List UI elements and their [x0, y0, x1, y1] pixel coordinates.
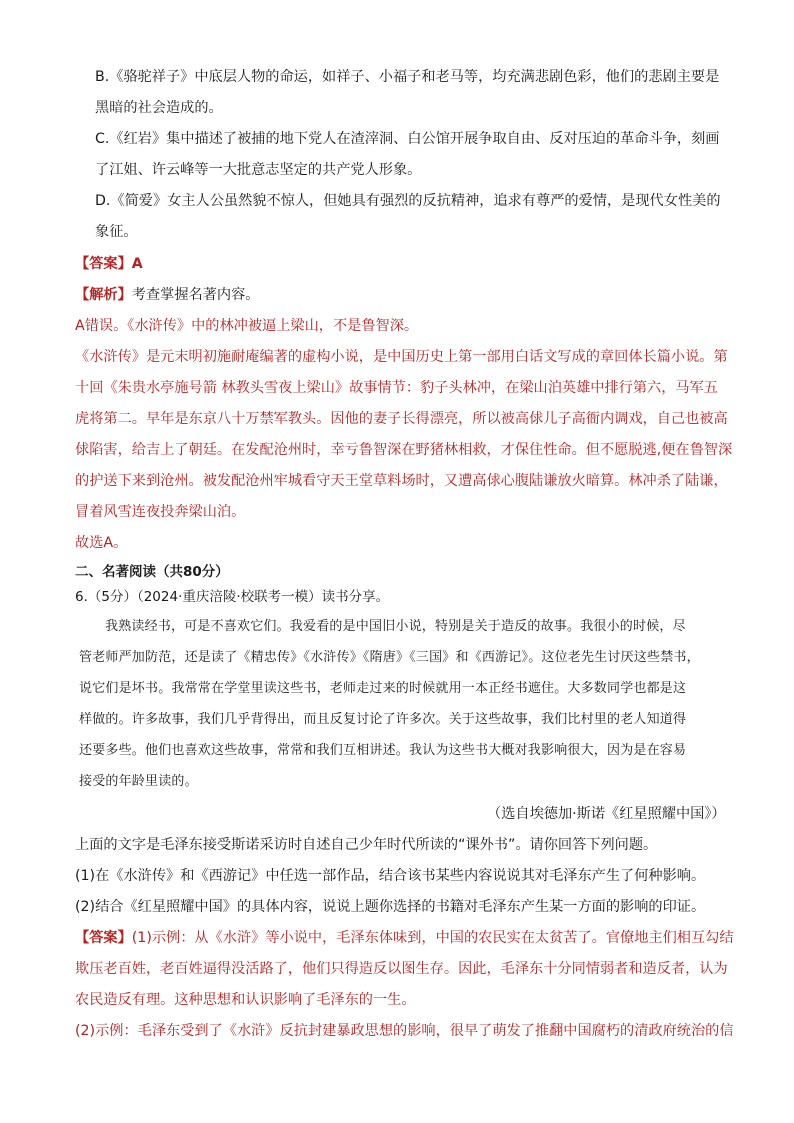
- q6-answer-4: (2)示例：毛泽东受到了《水浒》反抗封建暴政思想的影响，很早了萌发了推翻中国腐朽的清政府统治的信: [75, 1023, 734, 1039]
- q6-passage-1: 我熟读经书，可是不喜欢它们。我爱看的是中国旧小说，特别是关于造反的故事。我很小的时候，尽: [105, 619, 686, 634]
- q6-passage-4: 样做的。许多故事，我们几乎背得出，而且反复讨论了许多次。关于这些故事，我们比村里的老人知道得: [79, 712, 687, 727]
- q5-detail-5: 的护送下来到沧州。被发配沧州牢城看守天王堂草料场时，又遭高俅心腹陆谦放火暗算。林冲杀了陆谦，: [75, 473, 728, 489]
- q6-subquestion-2: (2)结合《红星照耀中国》的具体内容，说说上题你选择的书籍对毛泽东产生某一方面的影响的印证。: [75, 899, 706, 915]
- section-heading: 二、名著阅读（共80分）: [75, 564, 229, 580]
- q6-answer-2: 欺压老百姓，老百姓逼得没活路了，他们只得造反以图生存。因此，毛泽东十分同情弱者和造反者，认为: [75, 961, 728, 977]
- q5-answer-tag: 【答案】: [75, 256, 132, 272]
- q6-prompt: 上面的文字是毛泽东接受斯诺采访时自述自己少年时代所读的“课外书”。请你回答下列问题。: [75, 837, 658, 853]
- option-d-line-2: 象征。: [95, 224, 138, 240]
- option-b-line-1: B.《骆驼祥子》中底层人物的命运，如祥子、小福子和老马等，均充满悲剧色彩，他们的悲剧主要是: [95, 69, 720, 85]
- q6-passage-2: 管老师严加防范，还是读了《精忠传》《水浒传》《隋唐》《三国》和《西游记》。这位老先生讨厌这些禁书，: [79, 650, 700, 665]
- q6-passage-5: 还要多些。他们也喜欢这些故事，常常和我们互相讲述。我认为这些书大概对我影响很大，因为是在容易: [79, 743, 687, 758]
- option-d-line-1: D.《简爱》女主人公虽然貌不惊人，但她具有强烈的反抗精神，追求有尊严的爱情，是现代女性美的: [95, 193, 721, 209]
- q6-answer-text-1: (1)示例：从《水浒》等小说中，毛泽东体味到，中国的农民实在太贫苦了。官僚地主们相互勾结: [131, 930, 734, 946]
- q5-conclusion: 故选A。: [75, 535, 128, 551]
- option-c-line-2: 了江姐、许云峰等一大批意志坚定的共产党人形象。: [95, 162, 422, 178]
- q5-answer-value: A: [131, 256, 143, 272]
- q5-detail-6: 冒着风雪连夜投奔梁山泊。: [75, 504, 246, 520]
- q6-stem: 6.（5分）（2024·重庆涪陵·校联考一模）读书分享。: [75, 589, 390, 605]
- q6-passage-3: 说它们是坏书。我常常在学堂里读这些书，老师走过来的时候就用一本正经书遮住。大多数同学也都是这: [79, 681, 687, 696]
- q6-subquestion-1: (1)在《水浒传》和《西游记》中任选一部作品，结合该书某些内容说说其对毛泽东产生了何种影响。: [75, 868, 706, 884]
- q5-answer: [75, 254, 143, 274]
- q6-passage-6: 接受的年龄里读的。: [79, 774, 198, 789]
- q6-answer-3: 农民造反有理。这种思想和认识影响了毛泽东的一生。: [75, 992, 416, 1008]
- q5-explain: A错误。《水浒传》中的林冲被逼上梁山，不是鲁智深。: [75, 318, 419, 334]
- q5-analysis-tag: 【解析】: [75, 287, 132, 303]
- q6-answer-tag: 【答案】: [75, 930, 132, 946]
- q5-detail-3: 虎将第二。早年是东京八十万禁军教头。因他的妻子长得漂亮，所以被高俅儿子高衙内调戏，自己也被高: [75, 411, 728, 427]
- q6-answer-1: [75, 928, 734, 948]
- q5-analysis-text: 考查掌握名著内容。: [131, 287, 260, 303]
- q6-source: （选自埃德加·斯诺《红星照耀中国》）: [487, 806, 726, 822]
- q5-analysis: [75, 285, 259, 305]
- q5-detail-2: 十回《朱贵水亭施号箭 林教头雪夜上梁山》故事情节：豹子头林冲，在梁山泊英雄中排行第六，马军五: [75, 380, 718, 396]
- q5-detail-4: 俅陷害，给吉上了朝廷。在发配沧州时，幸亏鲁智深在野猪林相救，才保住性命。但不愿脱逃,便在鲁智深: [75, 442, 733, 458]
- option-c-line-1: C.《红岩》集中描述了被捕的地下党人在渣滓洞、白公馆开展争取自由、反对压迫的革命斗争，刻画: [95, 131, 720, 147]
- q5-detail-1: 《水浒传》是元末明初施耐庵编著的虚构小说，是中国历史上第一部用白话文写成的章回体长篇小说。第: [75, 349, 728, 365]
- option-b-line-2: 黑暗的社会造成的。: [95, 100, 223, 116]
